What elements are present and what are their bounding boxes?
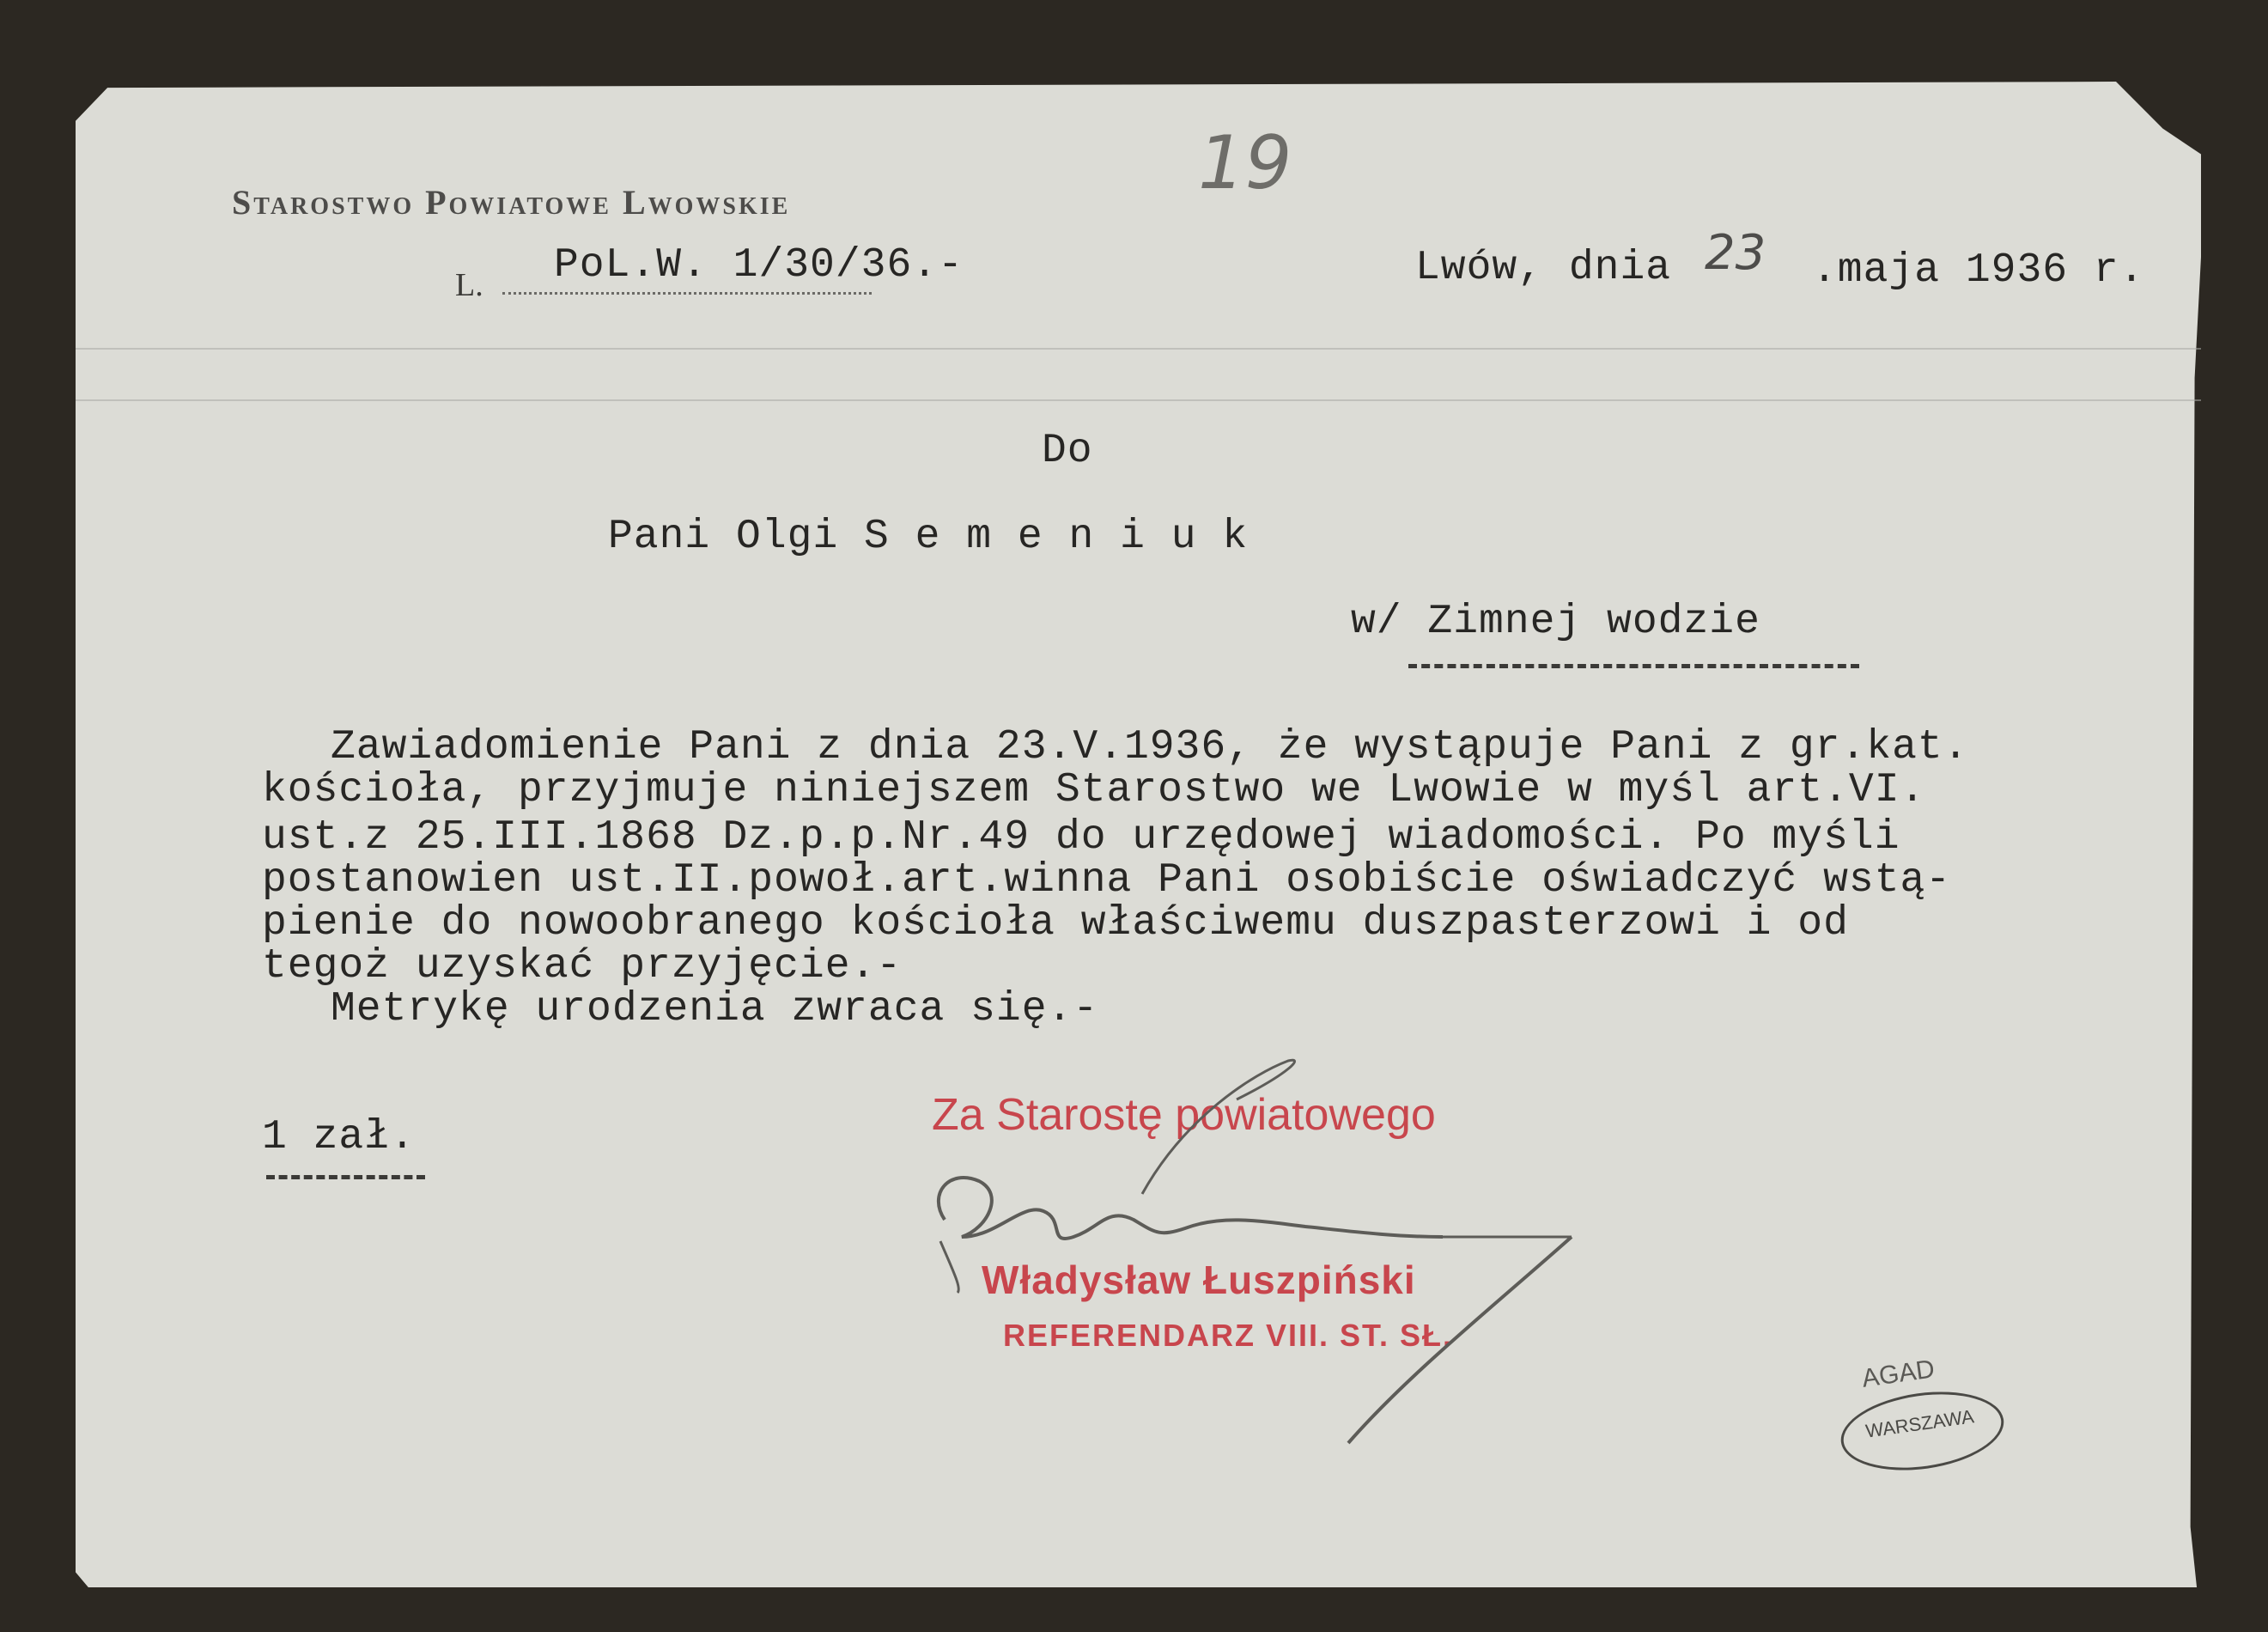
reference-number: PoL.W. 1/30/36.- bbox=[554, 242, 964, 289]
stamp-title: REFERENDARZ VIII. ST. SŁ. bbox=[1003, 1318, 1454, 1353]
archive-stamp-city: WARSZAWA bbox=[1864, 1405, 1976, 1442]
reference-prefix: L. bbox=[455, 267, 483, 303]
body-line: kościoła, przyjmuje niniejszem Starostwo we Lwowie w myśl art.VI. bbox=[262, 767, 1926, 813]
attachment-note: 1 zał. bbox=[262, 1114, 416, 1160]
body-line: tegoż uzyskać przyjęcie.- bbox=[262, 943, 903, 990]
addressee-place: w/ Zimnej wodzie bbox=[1351, 599, 1760, 645]
date-month-year: .maja 1936 r. bbox=[1812, 247, 2145, 294]
body-line: Metrykę urodzenia zwraca się.- bbox=[331, 986, 1099, 1032]
stamp-on-behalf: Za Starostę powiatowego bbox=[932, 1090, 1436, 1140]
body-line: postanowien ust.II.powoł.art.winna Pani osobiście oświadczyć wstą- bbox=[262, 857, 1952, 904]
body-line: Zawiadomienie Pani z dnia 23.V.1936, że wystąpuje Pani z gr.kat. bbox=[331, 724, 1969, 770]
date-day-handwritten: 23 bbox=[1705, 225, 1766, 281]
salutation: Do bbox=[1042, 428, 1093, 474]
addressee-name: Pani Olgi S e m e n i u k bbox=[608, 514, 1249, 560]
body-line: ust.z 25.III.1868 Dz.p.p.Nr.49 do urzędowej wiadomości. Po myśli bbox=[262, 814, 1900, 861]
body-line: pienie do nowoobranego kościoła właściwemu duszpasterzowi i od bbox=[262, 900, 1849, 947]
archive-stamp-label: AGAD bbox=[1860, 1355, 1937, 1393]
letterhead: Starostwo Powiatowe Lwowskie bbox=[232, 183, 791, 222]
date-place: Lwów, dnia bbox=[1415, 245, 1672, 291]
handwritten-page-number: 19 bbox=[1198, 120, 1292, 206]
stamp-name: Władysław Łuszpiński bbox=[982, 1257, 1416, 1302]
